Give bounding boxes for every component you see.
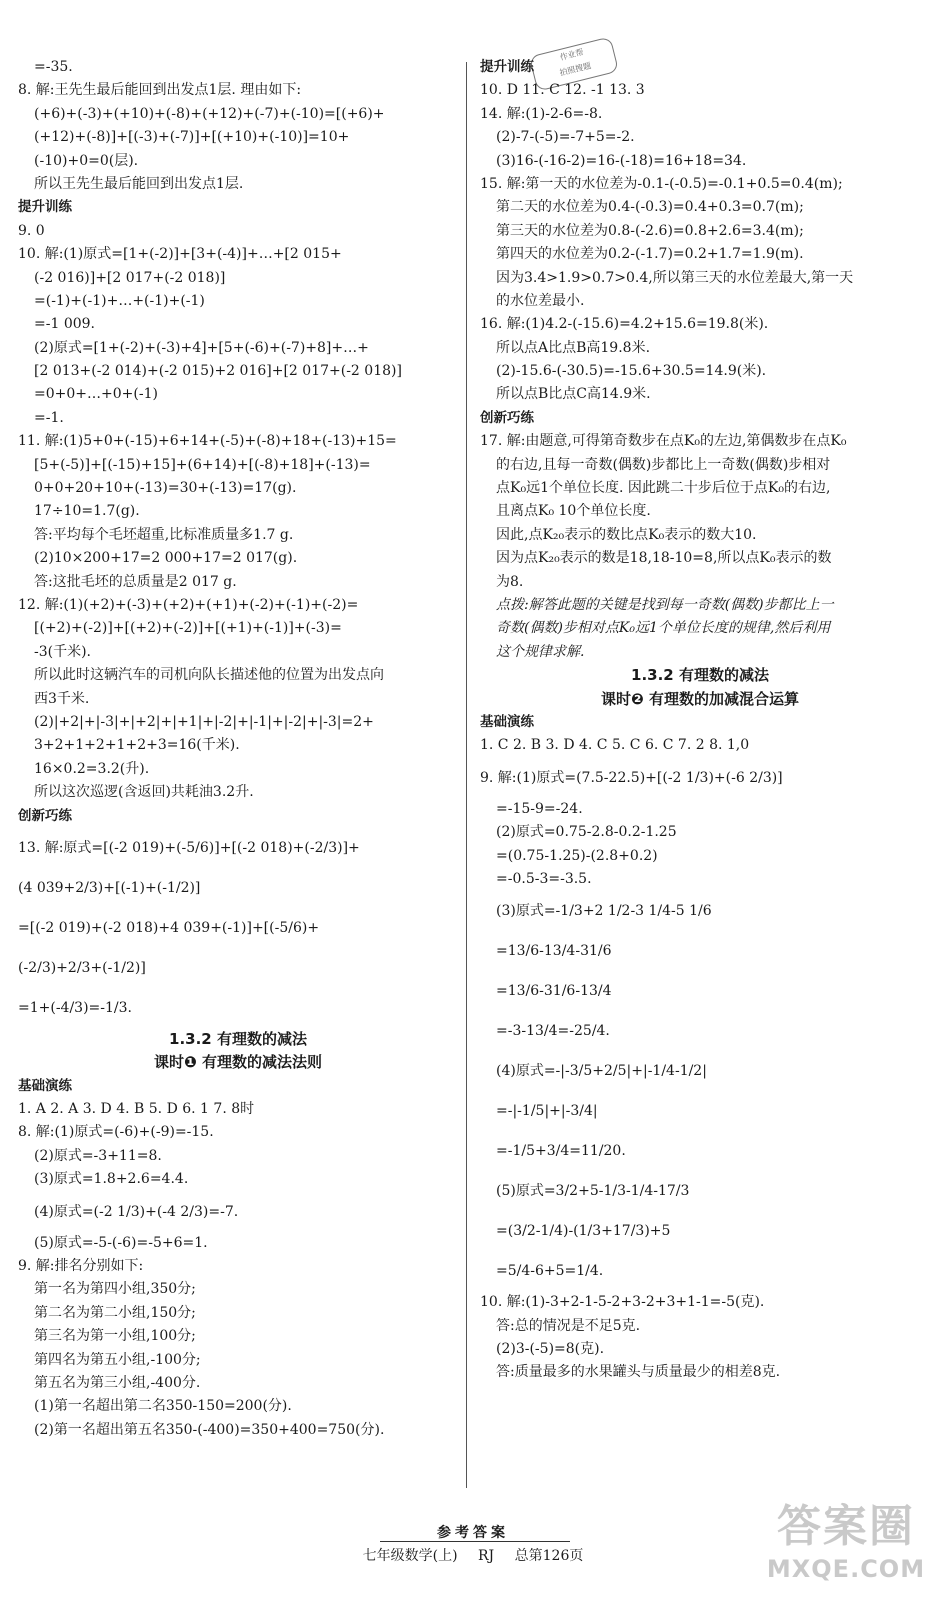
left-column-line: =-35. bbox=[34, 59, 73, 75]
left-column-line: (4 039+2/3)+[(-1)+(-1/2)] bbox=[18, 879, 201, 896]
right-column-line: 提升训练 bbox=[480, 59, 534, 75]
left-column-line: (2)10×200+17=2 000+17=2 017(g). bbox=[34, 550, 298, 567]
right-column-line: 10. 解:(1)-3+2-1-5-2+3-2+3+1-1=-5(克). bbox=[480, 1294, 765, 1311]
right-column-line: 第三天的水位差为0.8-(-2.6)=0.8+2.6=3.4(m); bbox=[496, 222, 804, 239]
left-column bbox=[18, 56, 458, 1442]
left-column-line: [2 013+(-2 014)+(-2 015)+2 016]+[2 017+(-2 018)] bbox=[34, 363, 402, 380]
left-column-line: 8. 解:王先生最后能回到出发点1层. 理由如下: bbox=[18, 82, 302, 99]
left-column-line: 课时❶ 有理数的减法法则 bbox=[154, 1053, 322, 1072]
right-column-line: =(0.75-1.25)-(2.8+0.2) bbox=[496, 847, 658, 864]
right-column-line: 第四天的水位差为0.2-(-1.7)=0.2+1.7=1.9(m). bbox=[496, 246, 804, 263]
left-column-line: 1. A 2. A 3. D 4. B 5. D 6. 1 7. 8时 bbox=[18, 1101, 255, 1118]
left-column-line: 答:这批毛坯的总质量是2 017 g. bbox=[34, 573, 237, 590]
left-column-line: -3(千米). bbox=[34, 643, 92, 660]
left-column-line: (4)原式=(-2 1/3)+(-4 2/3)=-7. bbox=[34, 1203, 239, 1220]
left-column-line: (+6)+(-3)+(+10)+(-8)+(+12)+(-7)+(-10)=[(+6)+ bbox=[34, 105, 385, 122]
left-column-line: 12. 解:(1)(+2)+(-3)+(+2)+(+1)+(-2)+(-1)+(-2)= bbox=[18, 596, 359, 613]
left-column-line: 第一名为第四小组,350分; bbox=[34, 1281, 196, 1298]
left-column-line: 16×0.2=3.2(升). bbox=[34, 760, 150, 777]
right-column-line: 10. D 11. C 12. -1 13. 3 bbox=[480, 82, 645, 99]
right-column-line: (2)原式=0.75-2.8-0.2-1.25 bbox=[496, 824, 677, 841]
right-column-line: (5)原式=3/2+5-1/3-1/4-17/3 bbox=[496, 1183, 690, 1200]
left-column-line: [(+2)+(-2)]+[(+2)+(-2)]+[(+1)+(-1)]+(-3)= bbox=[34, 620, 342, 637]
right-column-line: =-|-1/5|+|-3/4| bbox=[496, 1103, 598, 1120]
footer-edition: RJ bbox=[478, 1548, 495, 1564]
left-column-line: =0+0+…+0+(-1) bbox=[34, 386, 158, 403]
right-column-line: 17. 解:由题意,可得第奇数步在点K₀的左边,第偶数步在点K₀ bbox=[480, 433, 847, 450]
left-column-line: (1)第一名超出第二名350-150=200(分). bbox=[34, 1398, 292, 1415]
right-column-line: 第二天的水位差为0.4-(-0.3)=0.4+0.3=0.7(m); bbox=[496, 199, 804, 216]
left-column-line: (3)原式=1.8+2.6=4.4. bbox=[34, 1171, 189, 1188]
right-column-line: (4)原式=-|-3/5+2/5|+|-1/4-1/2| bbox=[496, 1063, 707, 1080]
left-column-line: (2)|+2|+|-3|+|+2|+|+1|+|-2|+|-1|+|-2|+|-3|=2+ bbox=[34, 713, 374, 730]
right-column-line: 所以点A比点B高19.8米. bbox=[496, 339, 651, 356]
left-column-line: 所以此时这辆汽车的司机向队长描述他的位置为出发点向 bbox=[34, 667, 384, 684]
right-column-line: 14. 解:(1)-2-6=-8. bbox=[480, 105, 603, 122]
right-column-line: 这个规律求解. bbox=[496, 643, 585, 660]
left-column-line: 8. 解:(1)原式=(-6)+(-9)=-15. bbox=[18, 1124, 214, 1141]
left-column-line: (-10)+0=0(层). bbox=[34, 152, 139, 169]
right-column-line: 答:总的情况是不足5克. bbox=[496, 1317, 641, 1334]
left-column-line: 第五名为第三小组,-400分. bbox=[34, 1374, 201, 1391]
right-column-line: (2)-7-(-5)=-7+5=-2. bbox=[496, 129, 635, 146]
right-column-line: (2)3-(-5)=8(克). bbox=[496, 1341, 605, 1358]
right-column-line: 创新巧练 bbox=[480, 409, 534, 426]
left-column-line: 3+2+1+2+1+2+3=16(千米). bbox=[34, 737, 240, 754]
footer-page: 总第126页 bbox=[514, 1548, 584, 1564]
right-column-line: 点拨:解答此题的关键是找到每一奇数(偶数)步都比上一 bbox=[496, 596, 834, 613]
left-column-line: (2)原式=-3+11=8. bbox=[34, 1147, 162, 1164]
left-column-line: 1.3.2 有理数的减法 bbox=[169, 1029, 307, 1048]
right-column-line: =-1/5+3/4=11/20. bbox=[496, 1143, 626, 1160]
right-column-line: 为8. bbox=[496, 573, 524, 590]
left-column-line: (+12)+(-8)]+[(-3)+(-7)]+[(+10)+(-10)]=10+ bbox=[34, 129, 350, 146]
left-column-line: 西3千米. bbox=[34, 690, 90, 707]
right-column-line: 15. 解:第一天的水位差为-0.1-(-0.5)=-0.1+0.5=0.4(m); bbox=[480, 175, 843, 192]
right-column-line: (3)16-(-16-2)=16-(-18)=16+18=34. bbox=[496, 152, 747, 169]
right-column-line: 且离点K₀ 10个单位长度. bbox=[496, 503, 651, 520]
left-column-line: 9. 解:排名分别如下: bbox=[18, 1258, 144, 1275]
left-column-line: (-2/3)+2/3+(-1/2)] bbox=[18, 959, 146, 976]
left-column-line: (2)原式=[1+(-2)+(-3)+4]+[5+(-6)+(-7)+8]+…+ bbox=[34, 339, 369, 356]
right-column-line: (3)原式=-1/3+2 1/2-3 1/4-5 1/6 bbox=[496, 903, 712, 920]
right-column-line: 因此,点K₂₀表示的数比点K₀表示的数大10. bbox=[496, 526, 757, 543]
watermark-logo-text: 答案圈 bbox=[777, 1501, 915, 1552]
right-column-line: 1.3.2 有理数的减法 bbox=[631, 666, 769, 685]
left-column-line: 基础演练 bbox=[18, 1077, 72, 1094]
right-column-line: =(3/2-1/4)-(1/3+17/3)+5 bbox=[496, 1223, 671, 1240]
right-column-line: =-15-9=-24. bbox=[496, 800, 583, 817]
left-column-line: 17÷10=1.7(g). bbox=[34, 503, 140, 520]
left-column-line: 13. 解:原式=[(-2 019)+(-5/6)]+[(-2 018)+(-2/3)]+ bbox=[18, 839, 360, 856]
left-column-line: 10. 解:(1)原式=[1+(-2)]+[3+(-4)]+…+[2 015+ bbox=[18, 246, 342, 263]
left-column-line: 第四名为第五小组,-100分; bbox=[34, 1351, 201, 1368]
right-column-line: =-0.5-3=-3.5. bbox=[496, 870, 592, 887]
right-column-line: 课时❷ 有理数的加减混合运算 bbox=[601, 689, 799, 708]
left-column-line: =1+(-4/3)=-1/3. bbox=[18, 999, 132, 1016]
right-column-line: 因为点K₂₀表示的数是18,18-10=8,所以点K₀表示的数 bbox=[496, 550, 832, 567]
left-column-line: =-1 009. bbox=[34, 316, 95, 333]
left-column-line: 9. 0 bbox=[18, 222, 45, 239]
stamp-line-2: 拍照搜题 bbox=[558, 61, 592, 78]
right-column-line: =13/6-13/4-31/6 bbox=[496, 943, 612, 960]
left-column-line: 0+0+20+10+(-13)=30+(-13)=17(g). bbox=[34, 480, 297, 497]
right-column-line: 的右边,且每一奇数(偶数)步都比上一奇数(偶数)步相对 bbox=[496, 456, 831, 473]
column-divider bbox=[466, 62, 467, 1488]
watermark-url: MXQE.COM bbox=[766, 1555, 926, 1583]
left-column-line: 所以王先生最后能回到出发点1层. bbox=[34, 175, 244, 192]
right-column-line: 的水位差最小. bbox=[496, 292, 585, 309]
left-column-line: (2)第一名超出第五名350-(-400)=350+400=750(分). bbox=[34, 1421, 385, 1438]
right-column-line: 奇数(偶数)步相对点K₀远1个单位长度的规律,然后利用 bbox=[496, 620, 831, 637]
footer-title: 参考答案 bbox=[437, 1525, 509, 1541]
left-column-line: 所以这次巡逻(含返回)共耗油3.2升. bbox=[34, 784, 254, 801]
right-column-line: 基础演练 bbox=[480, 713, 534, 730]
left-column-line: =[(-2 019)+(-2 018)+4 039+(-1)]+[(-5/6)+ bbox=[18, 919, 320, 936]
left-column-line: 第三名为第一小组,100分; bbox=[34, 1328, 196, 1345]
right-column-line: 因为3.4>1.9>0.7>0.4,所以第三天的水位差最大,第一天 bbox=[496, 269, 854, 286]
left-column-line: 创新巧练 bbox=[18, 807, 72, 824]
footer-rule bbox=[380, 1541, 570, 1542]
right-column-line: =-3-13/4=-25/4. bbox=[496, 1023, 610, 1040]
left-column-line: (5)原式=-5-(-6)=-5+6=1. bbox=[34, 1234, 208, 1251]
right-column-line: 1. C 2. B 3. D 4. C 5. C 6. C 7. 2 8. 1,0 bbox=[480, 737, 750, 754]
right-column-line: 16. 解:(1)4.2-(-15.6)=4.2+15.6=19.8(米). bbox=[480, 316, 769, 333]
left-column-line: 答:平均每个毛坯超重,比标准质量多1.7 g. bbox=[34, 526, 294, 543]
left-column-line: [5+(-5)]+[(-15)+15]+(6+14)+[(-8)+18]+(-13)= bbox=[34, 456, 371, 473]
right-column bbox=[480, 56, 920, 1385]
left-column-line: =-1. bbox=[34, 409, 64, 426]
right-column-line: =5/4-6+5=1/4. bbox=[496, 1263, 604, 1280]
left-column-line: 提升训练 bbox=[18, 199, 72, 216]
right-column-line: 9. 解:(1)原式=(7.5-22.5)+[(-2 1/3)+(-6 2/3)] bbox=[480, 769, 783, 786]
right-column-line: (2)-15.6-(-30.5)=-15.6+30.5=14.9(米). bbox=[496, 363, 767, 380]
stamp-line-1: 作业帮 bbox=[558, 47, 585, 63]
right-column-line: 答:质量最多的水果罐头与质量最少的相差8克. bbox=[496, 1364, 781, 1381]
left-column-line: =(-1)+(-1)+…+(-1)+(-1) bbox=[34, 292, 205, 309]
right-column-line: 所以点B比点C高14.9米. bbox=[496, 386, 651, 403]
right-column-line: 点K₀远1个单位长度. 因此跳二十步后位于点K₀的右边, bbox=[496, 480, 831, 497]
watermark bbox=[756, 1500, 936, 1600]
left-column-line: 第二名为第二小组,150分; bbox=[34, 1304, 196, 1321]
right-column-line: =13/6-31/6-13/4 bbox=[496, 983, 612, 1000]
left-column-line: (-2 016)]+[2 017+(-2 018)] bbox=[34, 269, 226, 286]
footer-grade: 七年级数学(上) bbox=[362, 1548, 458, 1564]
left-column-line: 11. 解:(1)5+0+(-15)+6+14+(-5)+(-8)+18+(-13)+15= bbox=[18, 433, 397, 450]
